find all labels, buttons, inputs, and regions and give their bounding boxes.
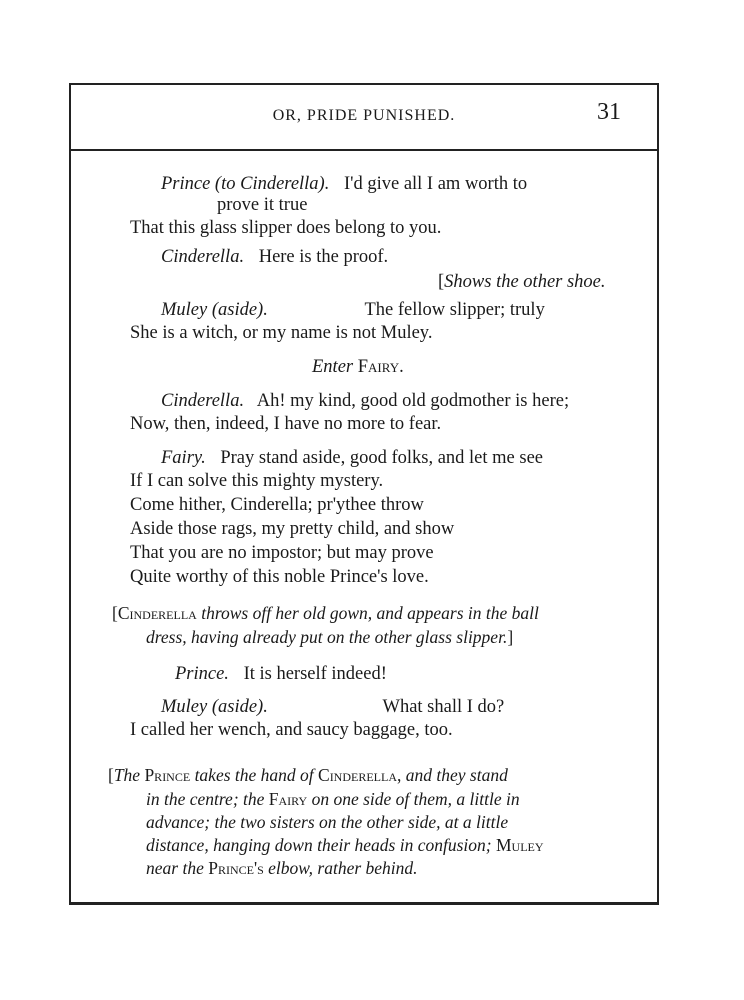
line-2: That this glass slipper does belong to you. [130,218,442,238]
sd2-l5a: near the [146,858,204,878]
stage-direction-final-1 [108,764,508,787]
speaker-cinderella: Cinderella. [161,247,245,267]
line-6: She is a witch, or my name is not Muley. [130,323,433,343]
header-rule [71,149,657,151]
line-10-text: Pray stand aside, good folks, and let me see [220,448,543,468]
sd2-muley: Muley [495,835,544,855]
line-1 [161,173,527,196]
line-1-text: I'd give all I am worth to [343,174,528,194]
stage-direction-final-3: advance; the two sisters on the other side, at a little [146,812,509,832]
sd2-l4a: distance, hanging down their heads in confusion; [146,835,492,855]
sd2-the: The [113,765,141,785]
name-cinderella: Cinderella [117,603,197,623]
entrance-fairy [312,356,404,379]
stage-direction-final-5 [146,857,418,880]
line-13: Aside those rags, my pretty child, and show [130,519,455,539]
line-5 [161,299,545,322]
speaker-cinderella-2: Cinderella. [161,391,245,411]
sd2-prince: Prince [144,765,191,785]
stage-direction-shoe [438,271,606,294]
line-10 [161,447,543,470]
stage-direction-gown-cont [146,626,513,649]
line-16 [175,663,387,686]
speaker-fairy: Fairy. [161,448,206,468]
sd2-l5b: elbow, rather behind. [268,858,418,878]
enter-word: Enter [312,357,354,377]
line-12: Come hither, Cinderella; pr'ythee throw [130,495,424,515]
bracket-open-2: [ [112,603,118,623]
gown-text: throws off her old gown, and appears in the ball [201,603,539,623]
line-3-text: Here is the proof. [258,247,389,267]
line-16-text: It is herself indeed! [243,664,387,684]
line-5-text: The fellow slipper; truly [364,300,545,320]
line-14: That you are no impostor; but may prove [130,543,434,563]
sd2-cinderella: Cinderella, [318,765,402,785]
gown-text-cont: dress, having already put on the other glass slipper. [146,627,508,647]
line-17 [161,696,504,719]
sd2-prince-2: Prince's [208,858,264,878]
speaker-muley: Muley (aside). [161,300,268,320]
running-title: OR, PRIDE PUNISHED. [272,107,456,124]
sd2-takes: takes the hand of [194,765,314,785]
line-11: If I can solve this mighty mystery. [130,471,384,491]
line-1-cont: prove it true [217,195,308,215]
page-number: 31 [597,99,621,125]
line-18: I called her wench, and saucy baggage, too. [130,720,453,740]
line-15: Quite worthy of this noble Prince's love. [130,567,429,587]
line-17-text: What shall I do? [382,697,505,717]
line-8 [161,390,569,413]
speaker-muley-2: Muley (aside). [161,697,268,717]
fairy-name: Fairy. [357,357,404,377]
bracket-close: ] [507,627,514,647]
line-8-text: Ah! my kind, good old godmother is here; [256,391,570,411]
speaker-prince: Prince (to Cinderella). [161,174,330,194]
stage-direction-gown [112,602,539,625]
sd2-and: and they stand [405,765,508,785]
stage-direction-final-4 [146,834,544,857]
speaker-prince-2: Prince. [175,664,229,684]
line-9: Now, then, indeed, I have no more to fear. [130,414,442,434]
sd2-l2a: in the centre; the [146,789,265,809]
stage-direction-final-2 [146,788,520,811]
bracket-open-3: [ [108,765,114,785]
sd2-l2b: on one side of them, a little in [311,789,520,809]
sd2-fairy: Fairy [268,789,308,809]
bracket-open: [ [438,272,445,292]
direction-shows-shoe: Shows the other shoe. [444,272,606,292]
line-3 [161,246,388,269]
